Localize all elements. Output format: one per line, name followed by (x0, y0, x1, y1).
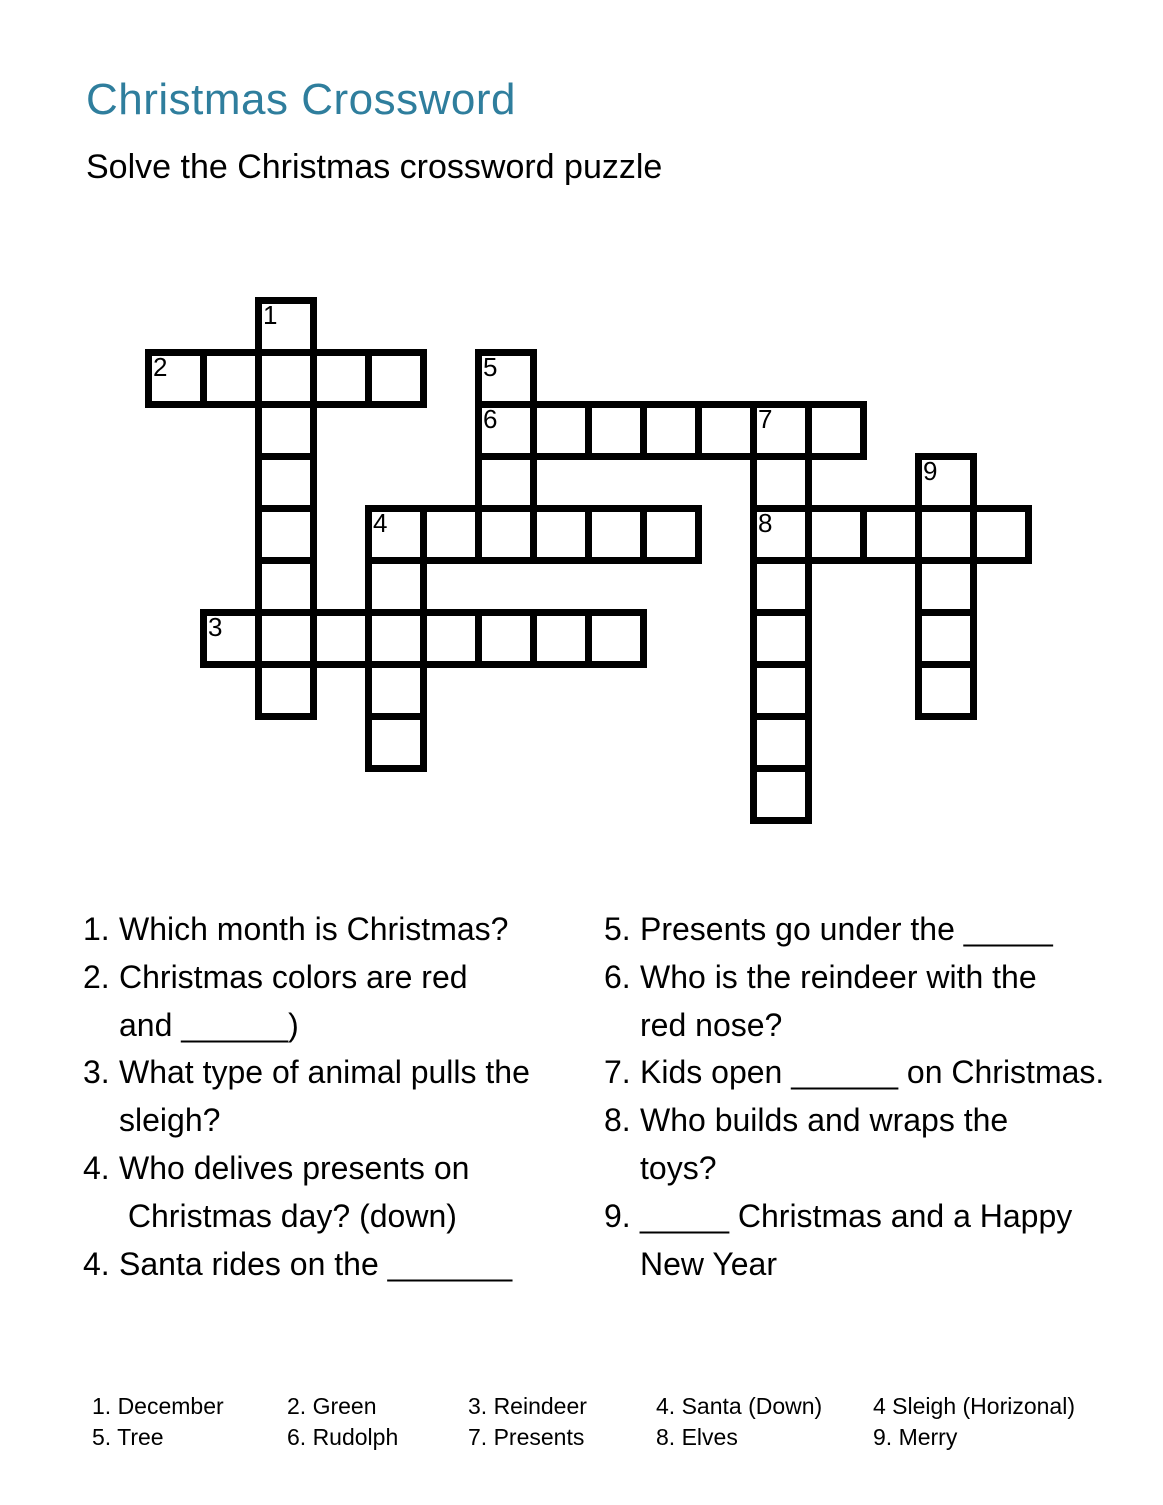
cell-number: 4 (373, 508, 388, 538)
clue-line (83, 906, 628, 954)
clue-text: sleigh? (119, 1102, 221, 1139)
cell-number: 3 (208, 612, 223, 642)
grid-cell[interactable] (200, 609, 262, 668)
grid-cell[interactable] (640, 401, 702, 460)
clue-number: 3. (83, 1054, 110, 1091)
grid-cell[interactable] (585, 609, 647, 668)
grid-cell[interactable] (255, 505, 317, 564)
clue-number: 4. (83, 1245, 110, 1282)
grid-cell[interactable] (310, 349, 372, 408)
grid-cell[interactable] (475, 453, 537, 512)
clue-number: 6. (604, 958, 631, 995)
clue-continuation-line (604, 1002, 1149, 1050)
grid-cell[interactable] (860, 505, 922, 564)
clue-line (604, 1049, 1149, 1097)
grid-cell[interactable] (585, 401, 647, 460)
grid-cell[interactable] (365, 505, 427, 564)
cell-number: 5 (483, 352, 498, 382)
grid-cell[interactable] (420, 609, 482, 668)
grid-cell[interactable] (805, 401, 867, 460)
clue-text: New Year (640, 1245, 777, 1282)
grid-cell[interactable] (915, 661, 977, 720)
clue-text: Who delives presents on (119, 1149, 470, 1186)
grid-cell[interactable] (530, 609, 592, 668)
clue-line (604, 954, 1149, 1002)
clue-number: 1. (83, 911, 110, 947)
answer-key-item: 5. Tree (92, 1424, 164, 1450)
clue-continuation-line (83, 1193, 628, 1241)
grid-cell[interactable] (915, 609, 977, 668)
grid-cell[interactable] (750, 401, 812, 460)
clue-line (604, 1097, 1149, 1145)
clue-number: 8. (604, 1102, 631, 1139)
clue-number: 7. (604, 1054, 631, 1091)
grid-cell[interactable] (310, 609, 372, 668)
answer-key-item: 6. Rudolph (287, 1424, 399, 1450)
clue-line (83, 1049, 628, 1097)
grid-cell[interactable] (915, 557, 977, 616)
cell-number: 9 (923, 456, 938, 486)
grid-cell[interactable] (915, 453, 977, 512)
grid-cell[interactable] (750, 557, 812, 616)
clue-text: Presents go under the _____ (640, 911, 1053, 947)
clue-line (604, 906, 1149, 954)
grid-cell[interactable] (750, 609, 812, 668)
clue-text: and ______) (119, 1006, 299, 1043)
grid-cell[interactable] (255, 401, 317, 460)
grid-cell[interactable] (365, 713, 427, 772)
clue-number: 4. (83, 1149, 110, 1186)
clue-text: Who is the reindeer with the (640, 958, 1037, 995)
grid-cell[interactable] (365, 609, 427, 668)
clue-text: What type of animal pulls the (119, 1054, 530, 1091)
grid-cell[interactable] (200, 349, 262, 408)
clue-line (83, 1241, 628, 1289)
grid-cell[interactable] (750, 661, 812, 720)
grid-cell[interactable] (475, 505, 537, 564)
clue-number: 2. (83, 958, 110, 995)
clue-text: Santa rides on the _______ (119, 1245, 513, 1282)
answer-key-item: 2. Green (287, 1393, 377, 1419)
grid-cell[interactable] (365, 349, 427, 408)
clue-continuation-line (604, 1241, 1149, 1289)
clue-text: red nose? (640, 1006, 783, 1043)
grid-cell[interactable] (255, 661, 317, 720)
grid-cell[interactable] (695, 401, 757, 460)
grid-cell[interactable] (805, 505, 867, 564)
clue-text: Which month is Christmas? (119, 911, 509, 947)
grid-cell[interactable] (255, 609, 317, 668)
clue-line (604, 1193, 1149, 1241)
clue-text: Kids open ______ on Christmas. (640, 1054, 1105, 1091)
clue-text: Christmas colors are red (119, 958, 468, 995)
grid-cell[interactable] (365, 661, 427, 720)
grid-cell[interactable] (750, 453, 812, 512)
cell-number: 6 (483, 404, 498, 434)
grid-cell[interactable] (915, 505, 977, 564)
grid-cell[interactable] (145, 349, 207, 408)
grid-cell[interactable] (530, 401, 592, 460)
answer-key-item: 9. Merry (873, 1424, 958, 1450)
clue-line (83, 954, 628, 1002)
clue-continuation-line (83, 1002, 628, 1050)
answer-key-item: 1. December (92, 1393, 224, 1419)
grid-cell[interactable] (750, 505, 812, 564)
grid-cell[interactable] (255, 557, 317, 616)
grid-cell[interactable] (255, 349, 317, 408)
grid-cell[interactable] (420, 505, 482, 564)
answer-key-item: 4 Sleigh (Horizonal) (873, 1393, 1075, 1419)
grid-cell[interactable] (475, 609, 537, 668)
grid-cell[interactable] (365, 557, 427, 616)
grid-cell[interactable] (530, 505, 592, 564)
answer-key-item: 8. Elves (656, 1424, 738, 1450)
grid-cell[interactable] (475, 401, 537, 460)
answer-key-item: 7. Presents (468, 1424, 585, 1450)
clue-list-right (604, 906, 1149, 1288)
answer-key-item: 3. Reindeer (468, 1393, 587, 1419)
clue-text: Christmas day? (down) (119, 1197, 457, 1234)
answer-key-row (92, 1391, 1112, 1421)
clue-continuation-line (604, 1145, 1149, 1193)
cell-number: 8 (758, 508, 773, 538)
clue-list-left (83, 906, 628, 1288)
page-subtitle: Solve the Christmas crossword puzzle (86, 148, 663, 186)
clue-continuation-line (83, 1097, 628, 1145)
grid-cell[interactable] (585, 505, 647, 564)
clue-text: Who builds and wraps the (640, 1102, 1009, 1139)
cell-number: 2 (153, 352, 168, 382)
grid-cell[interactable] (750, 765, 812, 824)
grid-cell[interactable] (475, 349, 537, 408)
grid-cell[interactable] (750, 713, 812, 772)
grid-cell[interactable] (640, 505, 702, 564)
crossword-grid (145, 297, 1032, 824)
clue-text: _____ Christmas and a Happy (640, 1197, 1073, 1234)
grid-cell[interactable] (255, 453, 317, 512)
clue-text: toys? (640, 1149, 717, 1186)
cell-number: 7 (758, 404, 773, 434)
answer-key-item: 4. Santa (Down) (656, 1393, 823, 1419)
grid-cell[interactable] (255, 297, 317, 356)
page-title: Christmas Crossword (86, 75, 517, 124)
cell-number: 1 (263, 300, 278, 330)
grid-cell[interactable] (970, 505, 1032, 564)
clue-number: 9. (604, 1197, 631, 1234)
answer-key-row (92, 1422, 1112, 1452)
clue-line (83, 1145, 628, 1193)
clue-number: 5. (604, 911, 631, 947)
